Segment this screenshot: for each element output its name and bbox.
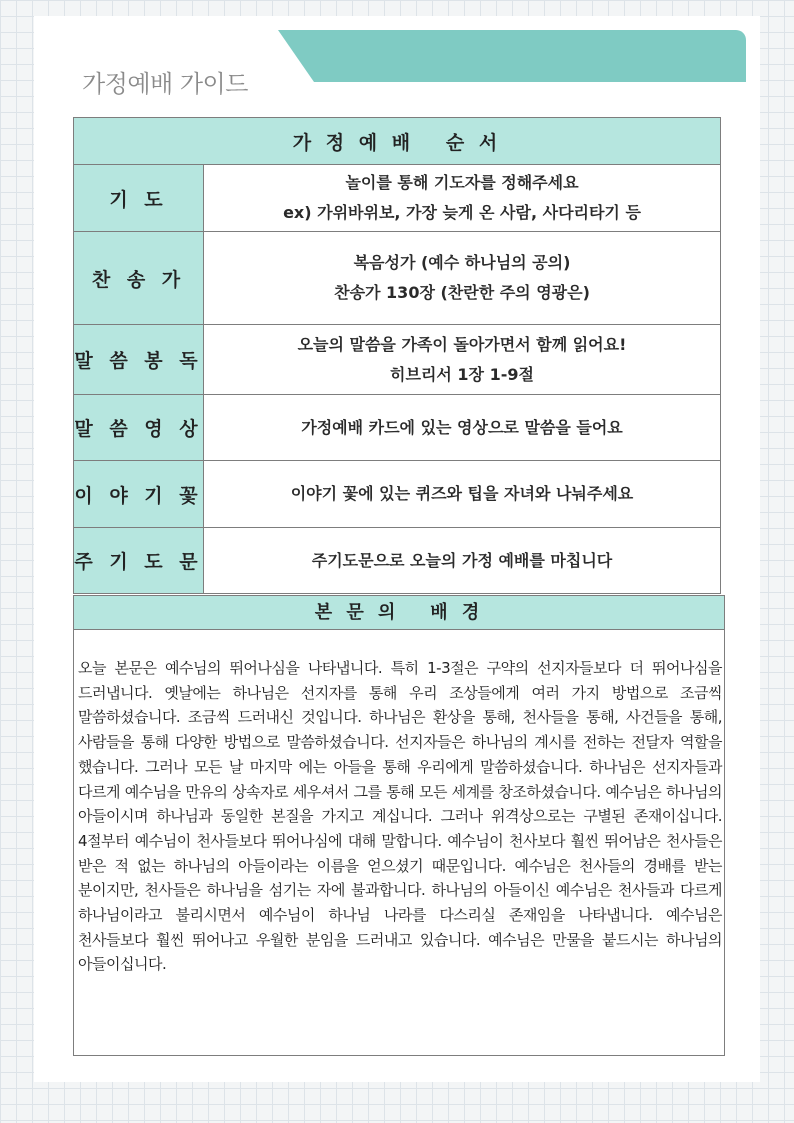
row-desc-line: 가정예배 카드에 있는 영상으로 말씀을 들어요 (301, 417, 623, 437)
row-desc-line: ex) 가위바위보, 가장 늦게 온 사람, 사다리타기 등 (283, 203, 641, 222)
row-desc-line: 주기도문으로 오늘의 가정 예배를 마칩니다 (311, 550, 613, 570)
guide-title: 가정예배 가이드 (82, 70, 248, 98)
order-table-header-row (74, 118, 721, 165)
row-label-scripture-reading: 말 씀 봉 독 (74, 325, 204, 395)
row-label-prayer: 기 도 (74, 165, 204, 232)
row-desc-line: 복음성가 (예수 하나님의 공의) (353, 253, 571, 272)
worship-order-table (73, 117, 721, 594)
text-background-header: 본 문 의 배 경 (74, 596, 724, 630)
text-background-body: 오늘 본문은 예수님의 뛰어나심을 나타냅니다. 특히 1-3절은 구약의 선지자들보다 더 뛰어나심을 드러냅니다. 옛날에는 하나님은 선지자를 통해 우리 조상들에게 여러 가지 방법으로 조금씩 말씀하셨습니다. 조금씩 드러내신 것입니다. 하나님은 환상을 통해, 천사들을 통해, 사건들을 통해, 사람들을 통해 다양한 방법으로 말씀하셨습니다. 선지자들은 하나님의 계시를 전하는 전달자 역할을 했습니다. 그러나 모든 날 마지막 에는 아들을 통해 우리에게 말씀하셨습니다. 하나님은 선지자들과 다르게 예수님을 만유의 상속자로 세우셔서 그를 통해 모든 세계를 창조하셨습니다. 예수님은 하나님의 아들이시며 하나님과 동일한 본질을 가지고 계십니다. 그러나 위격상으로는 구별된 존재이십니다. 4절부터 예수님이 천사들보다 뛰어나심에 대해 말합니다. 예수님이 천사보다 훨씬 뛰어남은 천사들은 받은 적 없는 하나님의 아들이라는 이름을 얻으셨기 때문입니다. 예수님은 천사들의 경배를 받는 분이지만, 천사들은 하나님을 섬기는 자에 불과합니다. 하나님의 아들이신 예수님은 천사들과 다르게 하나님이라고 불리시면서 예수님이 하나님 나라를 다스리실 존재임을 나타냅니다. 예수님은 천사들보다 훨씬 뛰어나고 우월한 분임을 드러내고 있습니다. 예수님은 만물을 붙드시는 하나님의 아들이십니다. (78, 659, 722, 974)
row-desc-line: 놀이를 통해 기도자를 정해주세요 (345, 173, 579, 192)
row-desc-story-flower (204, 461, 721, 528)
row-desc-line: 히브리서 1장 1-9절 (390, 364, 534, 384)
row-desc-line: 이야기 꽃에 있는 퀴즈와 팁을 자녀와 나눠주세요 (290, 484, 634, 503)
table-row (74, 232, 721, 325)
table-row (74, 461, 721, 528)
table-row (74, 528, 721, 594)
table-row (74, 325, 721, 395)
header-tab-band (278, 30, 746, 82)
row-desc-hymn (204, 232, 721, 325)
row-desc-line: 찬송가 130장 (찬란한 주의 영광은) (334, 283, 590, 302)
row-label-story-flower: 이 야 기 꽃 (74, 461, 204, 528)
row-desc-sermon-video (204, 395, 721, 461)
table-row (74, 395, 721, 461)
order-table-header: 가 정 예 배 순 서 (74, 118, 721, 165)
row-desc-lords-prayer (204, 528, 721, 594)
row-desc-scripture-reading (204, 325, 721, 395)
row-label-sermon-video: 말 씀 영 상 (74, 395, 204, 461)
row-desc-line: 오늘의 말씀을 가족이 돌아가면서 함께 읽어요! (297, 334, 627, 354)
row-desc-prayer (204, 165, 721, 232)
row-label-lords-prayer: 주 기 도 문 (74, 528, 204, 594)
row-label-hymn: 찬 송 가 (74, 232, 204, 325)
table-row (74, 165, 721, 232)
text-background-box (73, 595, 725, 1056)
